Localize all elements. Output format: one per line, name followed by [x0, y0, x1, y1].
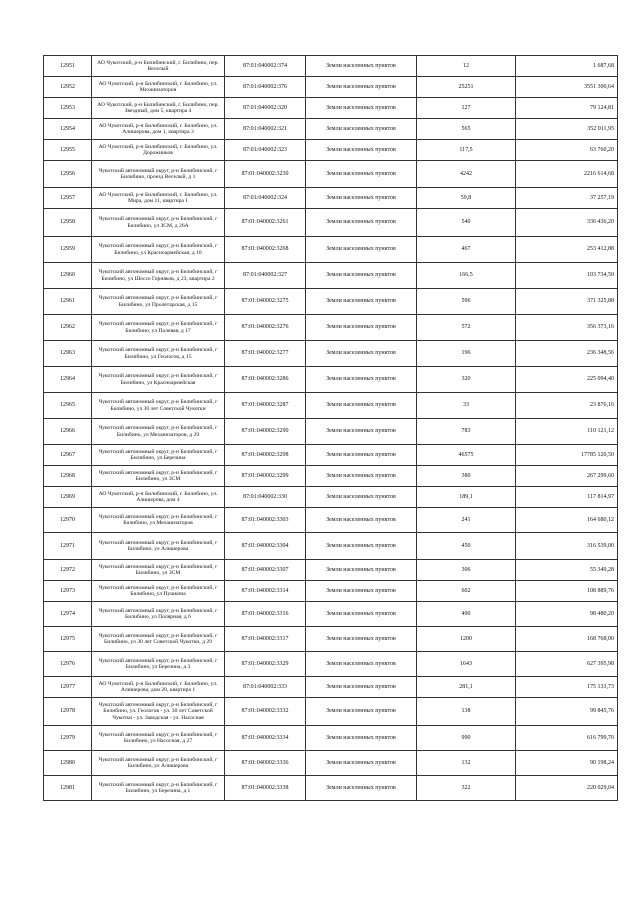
table-row [44, 487, 618, 508]
area-cell: 540 [417, 209, 516, 237]
table-row [44, 367, 618, 393]
table-row [44, 315, 618, 341]
table-row [44, 533, 618, 560]
area-cell: 132 [417, 751, 516, 776]
row-number-cell: 12959 [44, 237, 92, 263]
address-cell: Чукотский автономный округ, р-н Билибинский, г Билибино, ул Алишерова [92, 533, 225, 560]
row-number-cell: 12978 [44, 698, 92, 726]
land-category-cell: Земли населенных пунктов [306, 533, 417, 560]
address-cell: АО Чукотский, р-н Билибинский, г. Билибино, пер. Веселый [92, 56, 225, 77]
row-number-cell: 12972 [44, 560, 92, 581]
cadastral-number-cell: 87:01:040002:3307 [225, 560, 306, 581]
cadastral-cost-cell: 117 814,97 [516, 487, 618, 508]
area-cell: 572 [417, 315, 516, 341]
table-row [44, 209, 618, 237]
row-number-cell: 12965 [44, 393, 92, 419]
cadastral-number-cell: 87:01:040002:3304 [225, 533, 306, 560]
land-category-cell: Земли населенных пунктов [306, 726, 417, 751]
address-cell: АО Чукотский, р-н Билибинский, г. Билибино, ул. Алишерова, дом 20, квартира 1 [92, 677, 225, 698]
address-cell: Чукотский автономный округ, р-н Билибинский, г Билибино, ул Шоссе Горняков, д 23, квартира 2 [92, 263, 225, 289]
cadastral-number-cell: 87:01:040002:3277 [225, 341, 306, 367]
row-number-cell: 12954 [44, 119, 92, 140]
row-number-cell: 12981 [44, 776, 92, 801]
row-number-cell: 12967 [44, 445, 92, 466]
land-category-cell: Земли населенных пунктов [306, 776, 417, 801]
cadastral-number-cell: 87:01:040002:327 [225, 263, 306, 289]
land-category-cell: Земли населенных пунктов [306, 237, 417, 263]
land-category-cell: Земли населенных пунктов [306, 487, 417, 508]
row-number-cell: 12963 [44, 341, 92, 367]
cadastral-number-cell: 87:01:040002:3329 [225, 652, 306, 677]
cadastral-number-cell: 87:01:040002:3261 [225, 209, 306, 237]
cadastral-number-cell: 87:01:040002:321 [225, 119, 306, 140]
cadastral-number-cell: 87:01:040002:320 [225, 98, 306, 119]
land-category-cell: Земли населенных пунктов [306, 751, 417, 776]
table-row [44, 652, 618, 677]
land-category-cell: Земли населенных пунктов [306, 341, 417, 367]
cadastral-number-cell: 87:01:040002:333 [225, 677, 306, 698]
cadastral-cost-cell: 236 348,56 [516, 341, 618, 367]
cadastral-cost-cell: 164 680,12 [516, 508, 618, 533]
table-row [44, 581, 618, 602]
cadastral-cost-cell: 1 687,68 [516, 56, 618, 77]
table-body [44, 56, 618, 801]
area-cell: 490 [417, 602, 516, 627]
table-row [44, 161, 618, 188]
row-number-cell: 12964 [44, 367, 92, 393]
cadastral-number-cell: 87:01:040002:3303 [225, 508, 306, 533]
table-row [44, 445, 618, 466]
cadastral-number-cell: 87:01:040002:3230 [225, 161, 306, 188]
area-cell: 59,8 [417, 188, 516, 209]
area-cell: 1200 [417, 627, 516, 652]
area-cell: 467 [417, 237, 516, 263]
area-cell: 127 [417, 98, 516, 119]
table-row [44, 508, 618, 533]
cadastral-number-cell: 87:01:040002:330 [225, 487, 306, 508]
row-number-cell: 12952 [44, 77, 92, 98]
row-number-cell: 12968 [44, 466, 92, 487]
cadastral-number-cell: 87:01:040002:3316 [225, 602, 306, 627]
table-row [44, 726, 618, 751]
cadastral-cost-cell: 55 349,28 [516, 560, 618, 581]
cadastral-cost-cell: 99 845,76 [516, 698, 618, 726]
address-cell: Чукотский автономный округ, р-н Билибинский, г Билибино, ул Березина [92, 445, 225, 466]
area-cell: 380 [417, 466, 516, 487]
table-row [44, 677, 618, 698]
table-row [44, 341, 618, 367]
cadastral-cost-cell: 79 124,81 [516, 98, 618, 119]
cadastral-number-cell: 87:01:040002:3290 [225, 419, 306, 445]
table-row [44, 77, 618, 98]
area-cell: 281,1 [417, 677, 516, 698]
table-row [44, 560, 618, 581]
table-row [44, 776, 618, 801]
cadastral-cost-cell: 220 029,04 [516, 776, 618, 801]
cadastral-number-cell: 87:01:040002:3338 [225, 776, 306, 801]
land-category-cell: Земли населенных пунктов [306, 77, 417, 98]
area-cell: 166,5 [417, 263, 516, 289]
land-category-cell: Земли населенных пунктов [306, 393, 417, 419]
cadastral-cost-cell: 352 011,95 [516, 119, 618, 140]
cadastral-cost-cell: 90 198,24 [516, 751, 618, 776]
row-number-cell: 12960 [44, 263, 92, 289]
land-category-cell: Земли населенных пунктов [306, 581, 417, 602]
address-cell: Чукотский автономный округ, р-н Билибинский, г Билибино, ул Красноармейская [92, 367, 225, 393]
cadastral-cost-cell: 98 480,20 [516, 602, 618, 627]
land-category-cell: Земли населенных пунктов [306, 677, 417, 698]
cadastral-number-cell: 87:01:040002:3276 [225, 315, 306, 341]
area-cell: 596 [417, 289, 516, 315]
cadastral-cost-cell: 253 412,88 [516, 237, 618, 263]
address-cell: Чукотский автономный округ, р-н Билибинский, г Билибино, ул Механизаторов [92, 508, 225, 533]
area-cell: 241 [417, 508, 516, 533]
area-cell: 450 [417, 533, 516, 560]
cadastral-cost-cell: 2216 614,68 [516, 161, 618, 188]
land-category-cell: Земли населенных пунктов [306, 602, 417, 627]
area-cell: 322 [417, 776, 516, 801]
row-number-cell: 12966 [44, 419, 92, 445]
address-cell: Чукотский автономный округ, р-н Билибинский, г Билибино, ул ЗСМ [92, 560, 225, 581]
table-row [44, 119, 618, 140]
land-category-cell: Земли населенных пунктов [306, 98, 417, 119]
area-cell: 306 [417, 560, 516, 581]
row-number-cell: 12980 [44, 751, 92, 776]
cadastral-number-cell: 87:01:040002:374 [225, 56, 306, 77]
table-row [44, 602, 618, 627]
row-number-cell: 12958 [44, 209, 92, 237]
land-category-cell: Земли населенных пунктов [306, 419, 417, 445]
address-cell: Чукотский автономный округ, р-н Билибинский, г Билибино, проезд Веселый, д 1 [92, 161, 225, 188]
land-category-cell: Земли населенных пунктов [306, 315, 417, 341]
cadastral-cost-cell: 63 760,20 [516, 140, 618, 161]
address-cell: АО Чукотский, р-н Билибинский, г. Билибино, ул. Мира, дом 11, квартира 1 [92, 188, 225, 209]
row-number-cell: 12961 [44, 289, 92, 315]
table-row [44, 627, 618, 652]
row-number-cell: 12953 [44, 98, 92, 119]
cadastral-cost-cell: 336 436,20 [516, 209, 618, 237]
row-number-cell: 12974 [44, 602, 92, 627]
row-number-cell: 12962 [44, 315, 92, 341]
area-cell: 1643 [417, 652, 516, 677]
cadastral-number-cell: 87:01:040002:3287 [225, 393, 306, 419]
row-number-cell: 12973 [44, 581, 92, 602]
land-category-cell: Земли населенных пунктов [306, 119, 417, 140]
address-cell: Чукотский автономный округ, р-н Билибинский, г Билибино, ул ЗСМ [92, 466, 225, 487]
table-row [44, 393, 618, 419]
land-category-cell: Земли населенных пунктов [306, 140, 417, 161]
table-row [44, 188, 618, 209]
cadastral-cost-cell: 175 133,73 [516, 677, 618, 698]
cadastral-number-cell: 87:01:040002:3317 [225, 627, 306, 652]
address-cell: АО Чукотский, р-н Билибинский, г. Билибино, ул. Алишерова, дом 4 [92, 487, 225, 508]
row-number-cell: 12977 [44, 677, 92, 698]
address-cell: Чукотский автономный округ, р-н Билибинский, г Билибино, ул Полярная, д 6 [92, 602, 225, 627]
cadastral-cost-cell: 103 734,50 [516, 263, 618, 289]
row-number-cell: 12970 [44, 508, 92, 533]
land-category-cell: Земли населенных пунктов [306, 445, 417, 466]
area-cell: 117,5 [417, 140, 516, 161]
land-category-cell: Земли населенных пунктов [306, 698, 417, 726]
address-cell: АО Чукотский, р-н Билибинский, г. Билибино, ул. Алишерова, дом 1, квартира 3 [92, 119, 225, 140]
area-cell: 46575 [417, 445, 516, 466]
land-category-cell: Земли населенных пунктов [306, 367, 417, 393]
cadastral-cost-cell: 110 121,12 [516, 419, 618, 445]
row-number-cell: 12957 [44, 188, 92, 209]
area-cell: 189,1 [417, 487, 516, 508]
land-category-cell: Земли населенных пунктов [306, 289, 417, 315]
land-category-cell: Земли населенных пунктов [306, 161, 417, 188]
cadastral-cost-cell: 23 876,16 [516, 393, 618, 419]
table-row [44, 419, 618, 445]
cadastral-cost-cell: 225 094,40 [516, 367, 618, 393]
cadastral-number-cell: 87:01:040002:3268 [225, 237, 306, 263]
row-number-cell: 12951 [44, 56, 92, 77]
cadastral-number-cell: 87:01:040002:3334 [225, 726, 306, 751]
table-row [44, 289, 618, 315]
cadastral-cost-cell: 616 799,70 [516, 726, 618, 751]
land-registry-table [43, 55, 618, 801]
cadastral-number-cell: 87:01:040002:3299 [225, 466, 306, 487]
document-page [43, 55, 617, 801]
area-cell: 138 [417, 698, 516, 726]
land-category-cell: Земли населенных пунктов [306, 652, 417, 677]
area-cell: 12 [417, 56, 516, 77]
land-category-cell: Земли населенных пунктов [306, 56, 417, 77]
address-cell: Чукотский автономный округ, р-н Билибинский, г Билибино, ул Пролетарская, д 15 [92, 289, 225, 315]
table-row [44, 237, 618, 263]
cadastral-cost-cell: 17785 120,50 [516, 445, 618, 466]
cadastral-number-cell: 87:01:040002:323 [225, 140, 306, 161]
table-row [44, 263, 618, 289]
address-cell: Чукотский автономный округ, р-н Билибинский, г Билибино, ул 30 лет Советской Чукотки [92, 393, 225, 419]
land-category-cell: Земли населенных пунктов [306, 560, 417, 581]
cadastral-cost-cell: 267 299,60 [516, 466, 618, 487]
area-cell: 565 [417, 119, 516, 140]
row-number-cell: 12956 [44, 161, 92, 188]
address-cell: АО Чукотский, р-н Билибинский, г. Билибино, ул. Дорожников [92, 140, 225, 161]
area-cell: 320 [417, 367, 516, 393]
land-category-cell: Земли населенных пунктов [306, 627, 417, 652]
cadastral-cost-cell: 3551 300,64 [516, 77, 618, 98]
address-cell: АО Чукотский, р-н Билибинский, г. Билибино, ул. Механизаторов [92, 77, 225, 98]
cadastral-cost-cell: 627 395,98 [516, 652, 618, 677]
row-number-cell: 12976 [44, 652, 92, 677]
table-row [44, 751, 618, 776]
area-cell: 602 [417, 581, 516, 602]
address-cell: Чукотский автономный округ, р-н Билибинский, г Билибино, ул 30 лет Советской Чукотки, д 29 [92, 627, 225, 652]
area-cell: 783 [417, 419, 516, 445]
land-category-cell: Земли населенных пунктов [306, 466, 417, 487]
cadastral-number-cell: 87:01:040002:324 [225, 188, 306, 209]
cadastral-number-cell: 87:01:040002:376 [225, 77, 306, 98]
row-number-cell: 12969 [44, 487, 92, 508]
cadastral-number-cell: 87:01:040002:3314 [225, 581, 306, 602]
land-category-cell: Земли населенных пунктов [306, 209, 417, 237]
address-cell: Чукотский автономный округ, р-н Билибинский, г Билибино, ул Механизаторов, д 29 [92, 419, 225, 445]
row-number-cell: 12975 [44, 627, 92, 652]
table-row [44, 698, 618, 726]
land-category-cell: Земли населенных пунктов [306, 188, 417, 209]
area-cell: 990 [417, 726, 516, 751]
address-cell: Чукотский автономный округ, р-н Билибинский, г Билибино, ул Насосная, д 27 [92, 726, 225, 751]
cadastral-number-cell: 87:01:040002:3275 [225, 289, 306, 315]
address-cell: Чукотский автономный округ, р-н Билибинский, г Билибино, ул Алишерова [92, 751, 225, 776]
area-cell: 25251 [417, 77, 516, 98]
land-category-cell: Земли населенных пунктов [306, 508, 417, 533]
cadastral-number-cell: 87:01:040002:3332 [225, 698, 306, 726]
cadastral-number-cell: 87:01:040002:3336 [225, 751, 306, 776]
table-row [44, 466, 618, 487]
cadastral-cost-cell: 108 889,76 [516, 581, 618, 602]
table-row [44, 140, 618, 161]
land-category-cell: Земли населенных пунктов [306, 263, 417, 289]
address-cell: Чукотский автономный округ, р-н Билибинский, г Билибино, ул Красноармейская, д 10 [92, 237, 225, 263]
address-cell: АО Чукотский, р-н Билибинский, г. Билибино, пер. Звездный, дом 5, квартира 4 [92, 98, 225, 119]
row-number-cell: 12955 [44, 140, 92, 161]
cadastral-cost-cell: 371 325,88 [516, 289, 618, 315]
cadastral-cost-cell: 37 257,19 [516, 188, 618, 209]
cadastral-cost-cell: 356 373,16 [516, 315, 618, 341]
table-row [44, 98, 618, 119]
address-cell: Чукотский автономный округ, р-н Билибинский, г Билибино, ул Геологов, д 15 [92, 341, 225, 367]
cadastral-cost-cell: 168 768,00 [516, 627, 618, 652]
address-cell: Чукотский автономный округ, р-н Билибинский, г Билибино, ул Березина, д 1 [92, 776, 225, 801]
cadastral-cost-cell: 316 539,00 [516, 533, 618, 560]
area-cell: 33 [417, 393, 516, 419]
cadastral-number-cell: 87:01:040002:3298 [225, 445, 306, 466]
address-cell: Чукотский автономный округ, р-н Билибинский, г Билибино, ул Пушкина [92, 581, 225, 602]
address-cell: Чукотский автономный округ, р-н Билибинский, г Билибино, ул ЗСМ, д 26А [92, 209, 225, 237]
cadastral-number-cell: 87:01:040002:3286 [225, 367, 306, 393]
area-cell: 196 [417, 341, 516, 367]
row-number-cell: 12979 [44, 726, 92, 751]
address-cell: Чукотский автономный округ, р-н Билибинский, г Билибино, ул Полевая, д 17 [92, 315, 225, 341]
area-cell: 4242 [417, 161, 516, 188]
table-row [44, 56, 618, 77]
address-cell: Чукотский автономный округ, р-н Билибинский, г Билибино, ул Березина, д 3 [92, 652, 225, 677]
row-number-cell: 12971 [44, 533, 92, 560]
address-cell: Чукотский автономный округ, р-н Билибинский, г Билибино, ул. Геологов - ул. 30 лет Советской Чукотки - ул. Заводская - ул. Насосная [92, 698, 225, 726]
